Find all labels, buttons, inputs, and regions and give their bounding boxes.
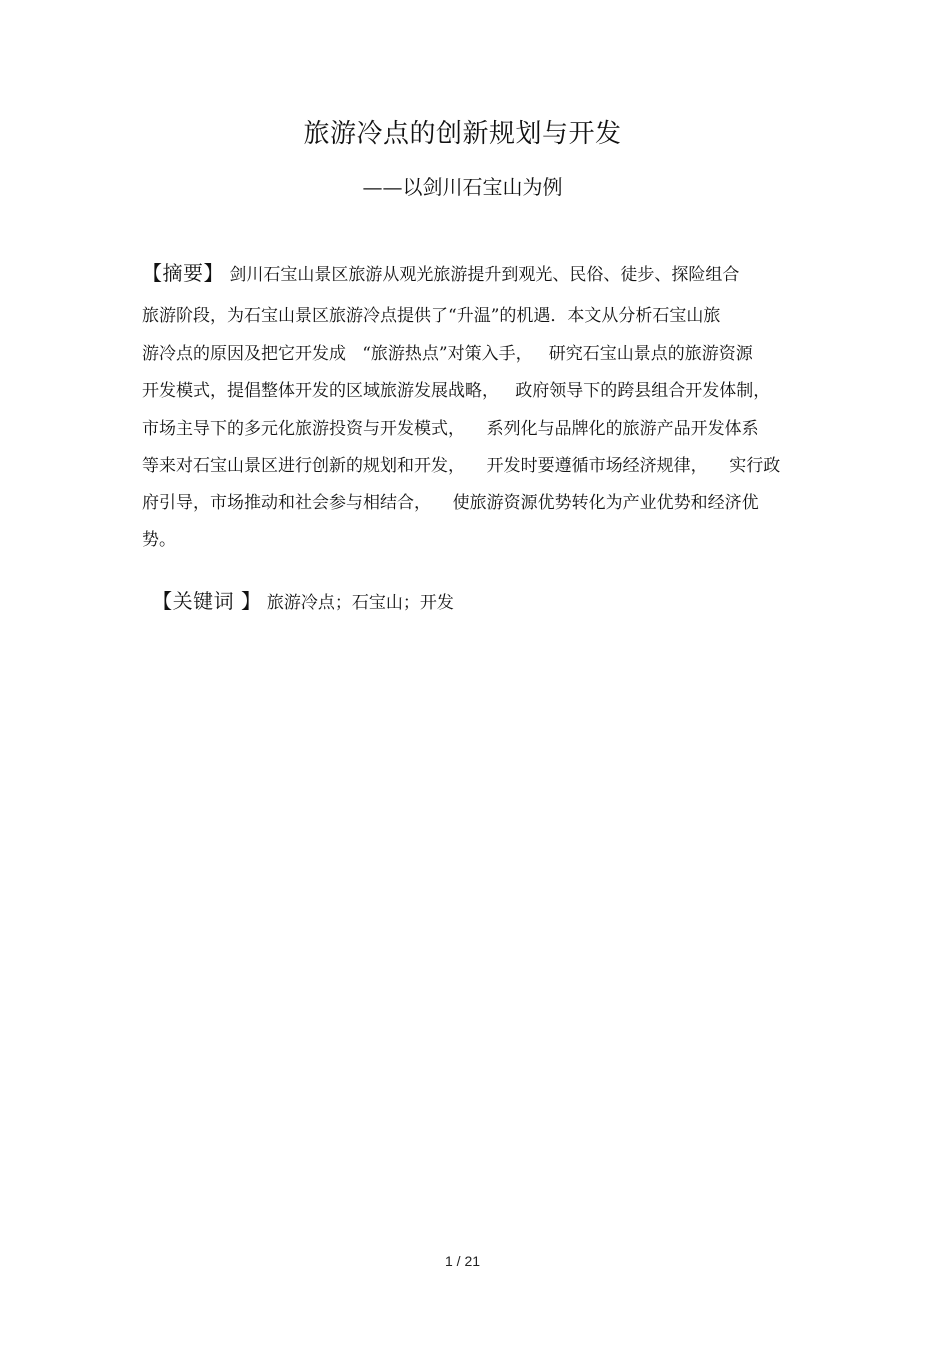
abstract-line: 势。 — [142, 530, 176, 550]
abstract-label: 【摘要】 — [142, 261, 224, 285]
keywords-text: 旅游冷点；石宝山；开发 — [261, 593, 454, 613]
abstract-line: 游冷点的原因及把它开发成 “旅游热点”对策入手， 研究石宝山景点的旅游资源 — [142, 344, 753, 364]
abstract-line: 旅游阶段，为石宝山景区旅游冷点提供了“升温”的机遇．本文从分析石宝山旅 — [142, 306, 721, 326]
abstract-line: 等来对石宝山景区进行创新的规划和开发， 开发时要遵循市场经济规律， 实行政 — [142, 456, 781, 476]
abstract-line — [142, 260, 739, 288]
keywords-label: 【关键词 】 — [152, 589, 262, 613]
page-number: 1 / 21 — [444, 1253, 481, 1269]
document-title: 旅游冷点的创新规划与开发 — [303, 119, 622, 149]
abstract-line: 开发模式，提倡整体开发的区域旅游发展战略， 政府领导下的跨县组合开发体制， — [142, 381, 771, 401]
abstract-line: 府引导，市场推动和社会参与相结合， 使旅游资源优势转化为产业优势和经济优 — [142, 493, 759, 513]
abstract-line: 市场主导下的多元化旅游投资与开发模式， 系列化与品牌化的旅游产品开发体系 — [142, 419, 759, 439]
abstract-text: 剑川石宝山景区旅游从观光旅游提升到观光、民俗、徒步、探险组合 — [224, 265, 740, 285]
keywords-section — [142, 566, 454, 614]
document-subtitle: ——以剑川石宝山为例 — [362, 175, 563, 199]
